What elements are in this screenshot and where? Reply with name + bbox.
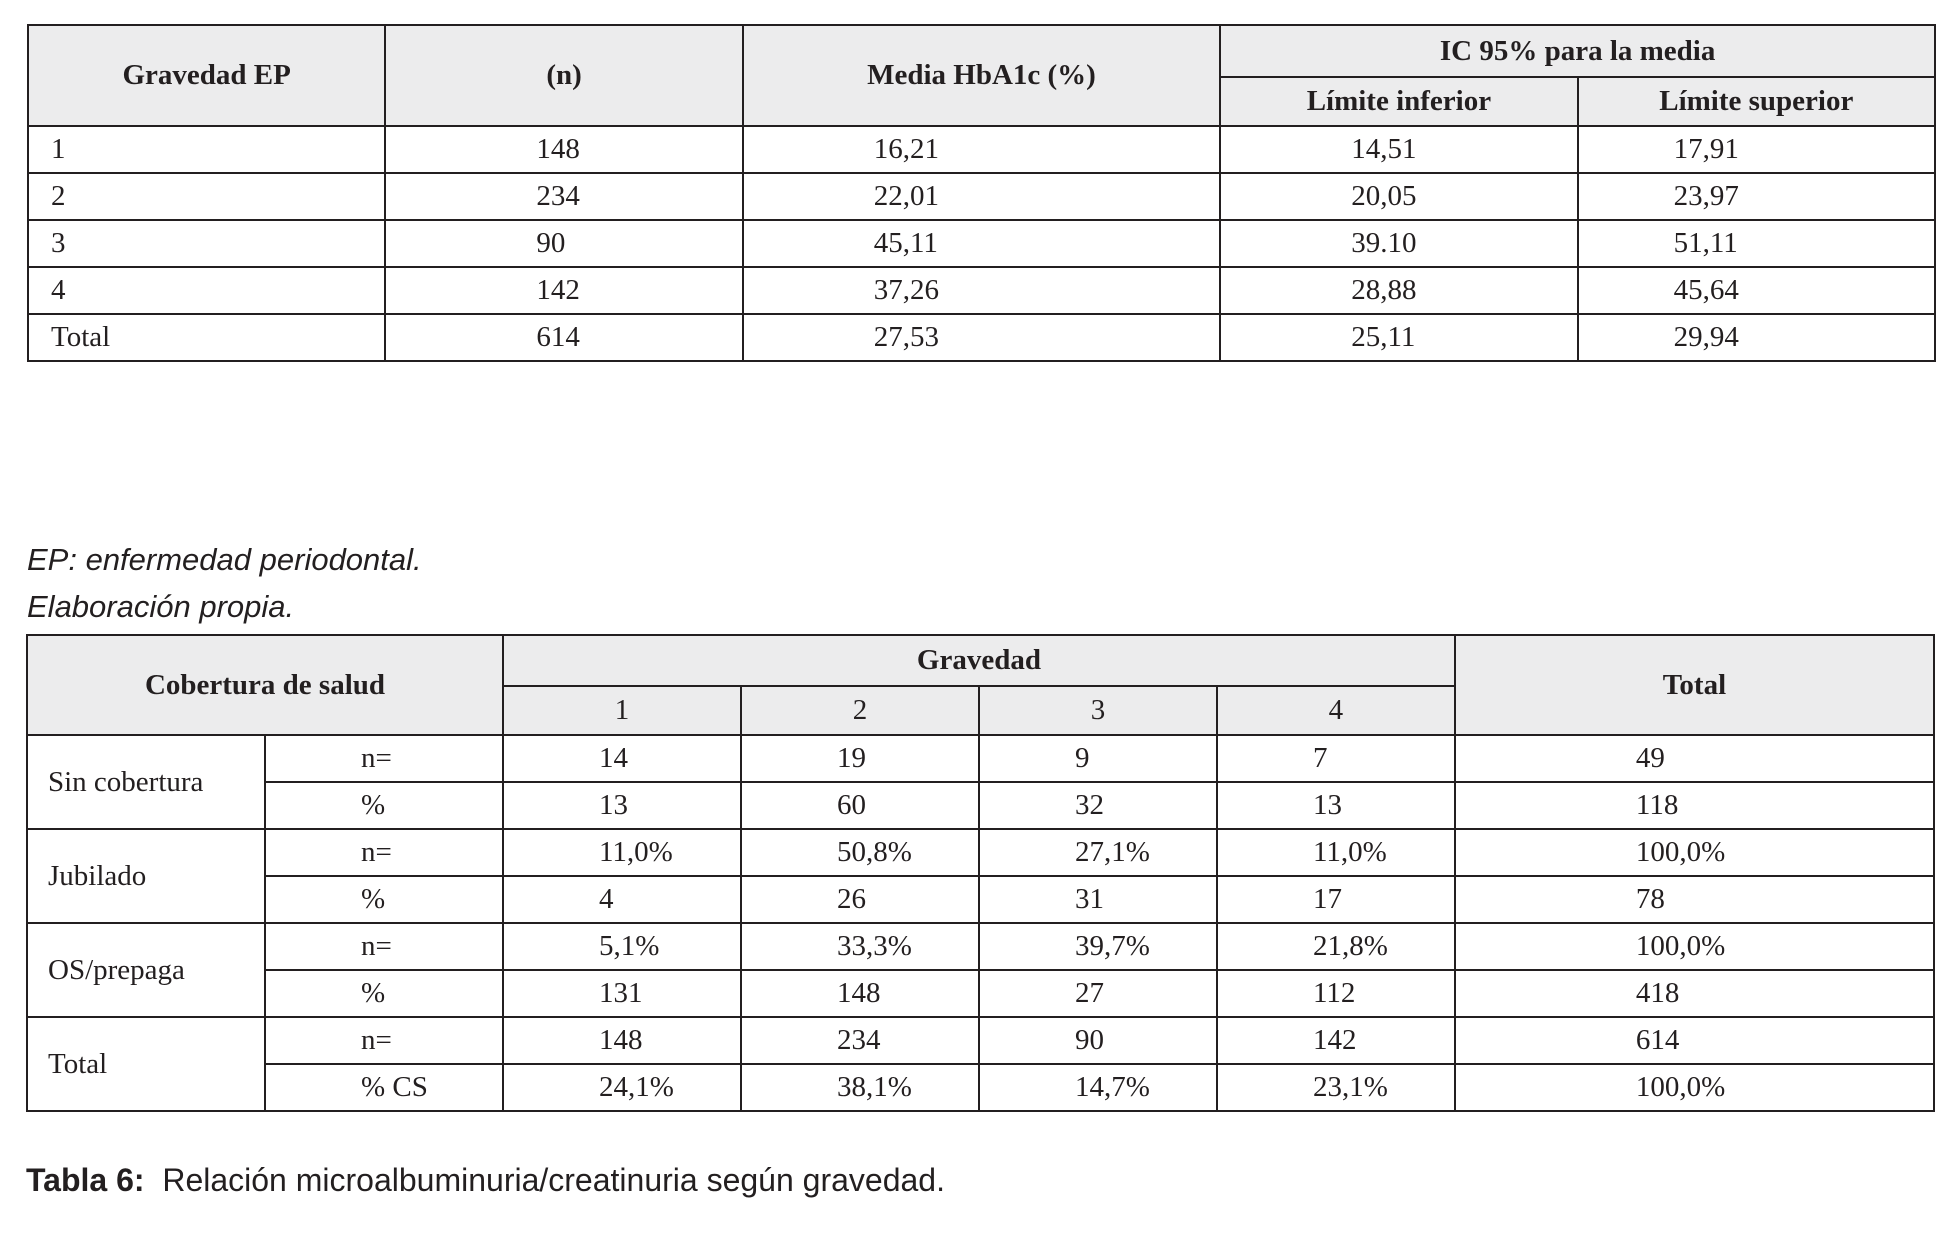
table-row: [27, 829, 1934, 876]
cell-value: 4: [503, 876, 741, 923]
cell-superior: 45,64: [1578, 267, 1935, 314]
row-sublabel: n=: [265, 829, 503, 876]
row-sublabel: %: [265, 970, 503, 1017]
cell-value: 148: [741, 970, 979, 1017]
header-gravedad-level: 1: [503, 686, 741, 735]
table-row: [27, 970, 1934, 1017]
note-source: Elaboración propia.: [27, 589, 295, 624]
table-row: [28, 267, 1935, 314]
table-row-total: [28, 314, 1935, 361]
row-sublabel: n=: [265, 923, 503, 970]
cell-value: 142: [1217, 1017, 1455, 1064]
note-ep: EP: enfermedad periodontal.: [27, 542, 422, 577]
cell-inferior: 14,51: [1220, 126, 1577, 173]
header-total: Total: [1455, 635, 1934, 735]
cell-value: 17: [1217, 876, 1455, 923]
cell-value: 38,1%: [741, 1064, 979, 1111]
header-media-hba1c: Media HbA1c (%): [743, 25, 1221, 126]
cell-superior: 51,11: [1578, 220, 1935, 267]
header-limite-inferior: Límite inferior: [1220, 77, 1577, 126]
cell-total: 100,0%: [1455, 829, 1934, 876]
cell-value: 11,0%: [1217, 829, 1455, 876]
cell-value: 9: [979, 735, 1217, 782]
cell-value: 148: [503, 1017, 741, 1064]
cell-total: 78: [1455, 876, 1934, 923]
group-label: Sin cobertura: [27, 735, 265, 829]
cell-total: 49: [1455, 735, 1934, 782]
cell-media: 27,53: [743, 314, 1221, 361]
cell-value: 14: [503, 735, 741, 782]
header-n: (n): [385, 25, 742, 126]
cell-superior: 17,91: [1578, 126, 1935, 173]
cell-value: 33,3%: [741, 923, 979, 970]
cell-value: 26: [741, 876, 979, 923]
cobertura-table: [26, 634, 1935, 1112]
table-row: [27, 876, 1934, 923]
table-row: [27, 1017, 1934, 1064]
cell-inferior: 25,11: [1220, 314, 1577, 361]
header-gravedad-level: 3: [979, 686, 1217, 735]
hba1c-table: [27, 24, 1936, 362]
header-gravedad-level: 2: [741, 686, 979, 735]
cell-value: 27: [979, 970, 1217, 1017]
table-row: [28, 220, 1935, 267]
cell-n: 90: [385, 220, 742, 267]
cell-superior: 29,94: [1578, 314, 1935, 361]
cell-inferior: 39.10: [1220, 220, 1577, 267]
table-row: [28, 173, 1935, 220]
cell-total: 118: [1455, 782, 1934, 829]
cell-total: 100,0%: [1455, 923, 1934, 970]
row-label: Total: [28, 314, 385, 361]
cell-inferior: 28,88: [1220, 267, 1577, 314]
cell-value: 112: [1217, 970, 1455, 1017]
cell-media: 16,21: [743, 126, 1221, 173]
cell-value: 14,7%: [979, 1064, 1217, 1111]
header-limite-superior: Límite superior: [1578, 77, 1935, 126]
cell-total: 418: [1455, 970, 1934, 1017]
cell-n: 614: [385, 314, 742, 361]
table-row: [27, 1064, 1934, 1111]
header-gravedad: Gravedad: [503, 635, 1455, 686]
table-caption: [26, 1162, 945, 1199]
cell-value: 11,0%: [503, 829, 741, 876]
header-cobertura: Cobertura de salud: [27, 635, 503, 735]
table-row: [27, 735, 1934, 782]
row-label: 2: [28, 173, 385, 220]
header-gravedad-ep: Gravedad EP: [28, 25, 385, 126]
cell-value: 234: [741, 1017, 979, 1064]
row-sublabel: %: [265, 876, 503, 923]
cell-total: 614: [1455, 1017, 1934, 1064]
cell-value: 50,8%: [741, 829, 979, 876]
cell-value: 24,1%: [503, 1064, 741, 1111]
cell-n: 148: [385, 126, 742, 173]
cell-value: 13: [1217, 782, 1455, 829]
cell-value: 7: [1217, 735, 1455, 782]
row-sublabel: n=: [265, 1017, 503, 1064]
cell-value: 131: [503, 970, 741, 1017]
group-label: Total: [27, 1017, 265, 1111]
cell-value: 60: [741, 782, 979, 829]
cell-n: 142: [385, 267, 742, 314]
cell-superior: 23,97: [1578, 173, 1935, 220]
cell-value: 23,1%: [1217, 1064, 1455, 1111]
cell-total: 100,0%: [1455, 1064, 1934, 1111]
cell-media: 45,11: [743, 220, 1221, 267]
cell-value: 13: [503, 782, 741, 829]
cell-value: 5,1%: [503, 923, 741, 970]
row-sublabel: % CS: [265, 1064, 503, 1111]
caption-text: Relación microalbuminuria/creatinuria según gravedad.: [162, 1162, 945, 1198]
caption-label: Tabla 6:: [26, 1162, 145, 1198]
group-label: OS/prepaga: [27, 923, 265, 1017]
cell-value: 39,7%: [979, 923, 1217, 970]
table-row: [28, 126, 1935, 173]
row-sublabel: n=: [265, 735, 503, 782]
header-ic95: IC 95% para la media: [1220, 25, 1935, 77]
cell-inferior: 20,05: [1220, 173, 1577, 220]
group-label: Jubilado: [27, 829, 265, 923]
cell-value: 31: [979, 876, 1217, 923]
table-row: [27, 782, 1934, 829]
cell-value: 19: [741, 735, 979, 782]
table-row: [27, 923, 1934, 970]
row-label: 3: [28, 220, 385, 267]
cell-value: 21,8%: [1217, 923, 1455, 970]
row-label: 1: [28, 126, 385, 173]
cell-media: 37,26: [743, 267, 1221, 314]
cell-value: 90: [979, 1017, 1217, 1064]
cell-value: 32: [979, 782, 1217, 829]
header-gravedad-level: 4: [1217, 686, 1455, 735]
cell-value: 27,1%: [979, 829, 1217, 876]
row-label: 4: [28, 267, 385, 314]
row-sublabel: %: [265, 782, 503, 829]
cell-n: 234: [385, 173, 742, 220]
cell-media: 22,01: [743, 173, 1221, 220]
